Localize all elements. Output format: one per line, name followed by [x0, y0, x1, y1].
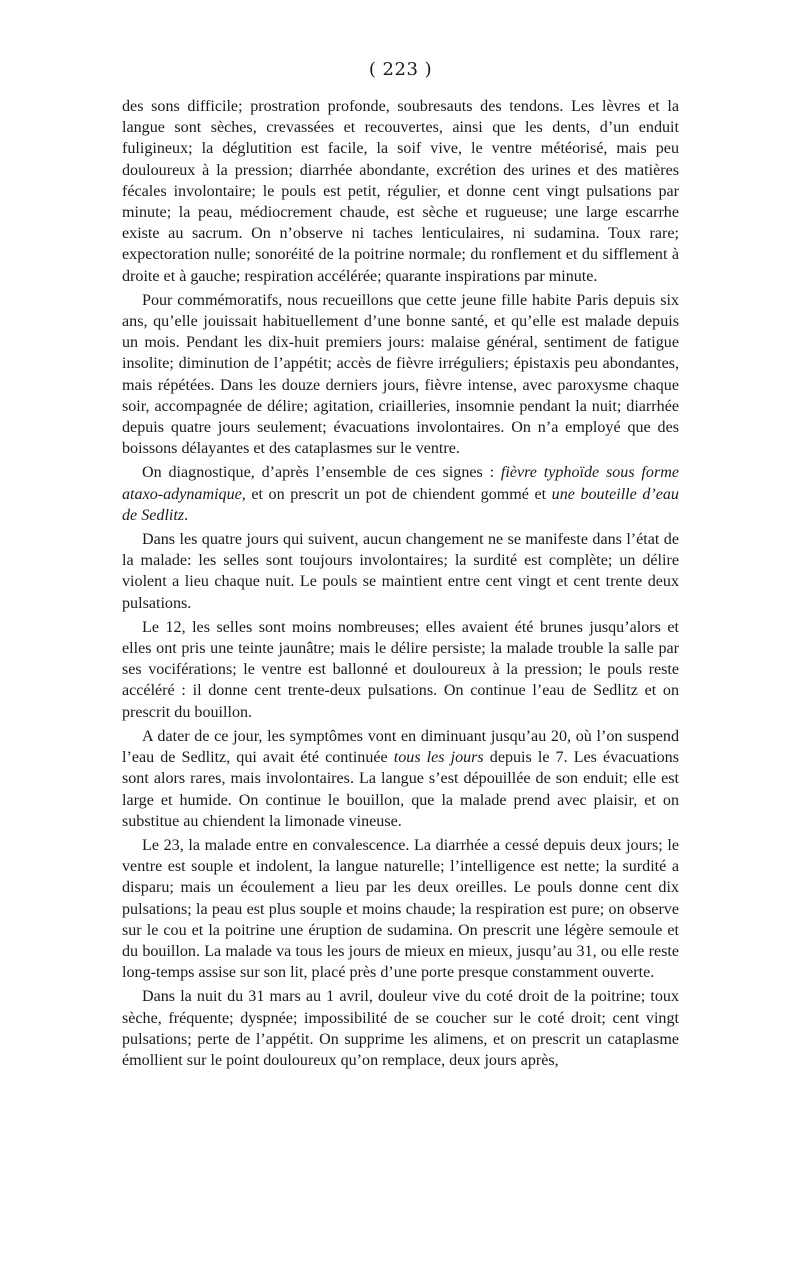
italic-text: tous les jours — [393, 749, 484, 767]
paragraph — [122, 835, 679, 983]
text-segment: depuis le 7. Les évacuations sont alors rares, mais involontaires. La langue s’est dépouillée de son enduit; elle est large et humide. On continue le bouillon, que la malade prend avec plaisir, et on substitue au chiendent la limonade vineuse. — [122, 749, 679, 830]
text-segment: A dater de ce jour, les symptômes vont en diminuant jusqu’au 20, où l’on suspend l’eau de Sedlitz, qui avait été continuée — [122, 727, 679, 767]
book-page — [122, 58, 679, 1074]
paragraph — [122, 462, 679, 526]
text-segment: Dans les quatre jours qui suivent, aucun changement ne se manifeste dans l’état de la malade: les selles sont toujours involontaires; la surdité est complète; un délire violent a lieu chaque nuit. Le pouls se maintient entre cent vingt et cent trente deux pulsations. — [122, 531, 679, 612]
paragraph — [122, 986, 679, 1071]
text-segment: Dans la nuit du 31 mars au 1 avril, douleur vive du coté droit de la poitrine; toux sèche, fréquente; dyspnée; impossibilité de se coucher sur le coté droit; cent vingt pulsations; perte de l’appétit. On supprime les alimens, et on prescrit un cataplasme émollient sur le point douloureux qu’on remplace, deux jours après, — [122, 988, 679, 1069]
paragraph — [122, 529, 679, 614]
text-segment: des sons difficile; prostration profonde, soubresauts des tendons. Les lèvres et la langue sont sèches, crevassées et recouvertes, ainsi que les dents, d’un enduit fuligineux; la déglutition est facile, la soif vive, le ventre météorisé, mais peu douloureux à la pression; diarrhée abondante, excrétion des urines et des matières fécales involontaire; le pouls est petit, régulier, et donne cent vingt pulsations par minute; la peau, médiocrement chaude, est sèche et rugueuse; une large escarrhe existe au sacrum. On n’observe ni taches lenticulaires, ni sudamina. Toux rare; expectoration nulle; sonoréité de la poitrine normale; du ronflement et du sifflement à droite et à gauche; respiration accélérée; quarante inspirations par minute. — [122, 98, 679, 285]
text-segment: , et on prescrit un pot de chiendent gommé et — [241, 485, 552, 503]
text-segment: On diagnostique, d’après l’ensemble de ces signes : — [142, 464, 501, 482]
paragraph — [122, 290, 679, 460]
italic-text: fièvre typhoïde sous forme ataxo-adynamique — [122, 464, 679, 503]
italic-text: une bouteille d’eau de Sedlitz — [122, 485, 679, 524]
paragraph — [122, 726, 679, 832]
text-segment: Pour commémoratifs, nous recueillons que cette jeune fille habite Paris depuis six ans, qu’elle jouissait habituellement d’une bonne santé, et qu’elle est malade depuis un mois. Pendant les dix-huit premiers jours: malaise général, sentiment de fatigue insolite; diminution de l’appétit; accès de fièvre irréguliers; épistaxis peu abondantes, mais répétées. Dans les douze derniers jours, fièvre intense, avec paroxysme chaque soir, accompagnée de délire; agitation, criailleries, insomnie pendant la nuit; diarrhée depuis quatre jours seulement; évacuations involontaires. On n’a employé que des boissons délayantes et des cataplasmes sur le ventre. — [122, 291, 679, 458]
body-text — [122, 96, 679, 1071]
paragraph — [122, 96, 679, 287]
page-number: ( 223 ) — [368, 59, 433, 80]
text-segment: . — [184, 506, 189, 524]
text-segment: Le 23, la malade entre en convalescence. La diarrhée a cessé depuis deux jours; le ventre est souple et indolent, la langue naturelle; l’intelligence est nette; la surdité a disparu; mais un écoulement a lieu par les deux oreilles. Le pouls donne cent dix pulsations; la peau est plus souple et moins chaude; la respiration est pure; on observe sur le cou et la poitrine une éruption de sudamina. On prescrit une légère semoule et du bouillon. La malade va tous les jours de mieux en mieux, jusqu’au 31, ou elle reste long-temps assise sur son lit, placé près d’une porte presque constamment ouverte. — [122, 836, 679, 982]
paragraph — [122, 617, 679, 723]
text-segment: Le 12, les selles sont moins nombreuses; elles avaient été brunes jusqu’alors et elles ont pris une teinte jaunâtre; mais le délire persiste; la malade trouble la salle par ses vociférations; le ventre est ballonné et douloureux à la pression; le pouls reste accéléré : il donne cent trente-deux pulsations. On continue l’eau de Sedlitz et on prescrit du bouillon. — [122, 618, 679, 721]
